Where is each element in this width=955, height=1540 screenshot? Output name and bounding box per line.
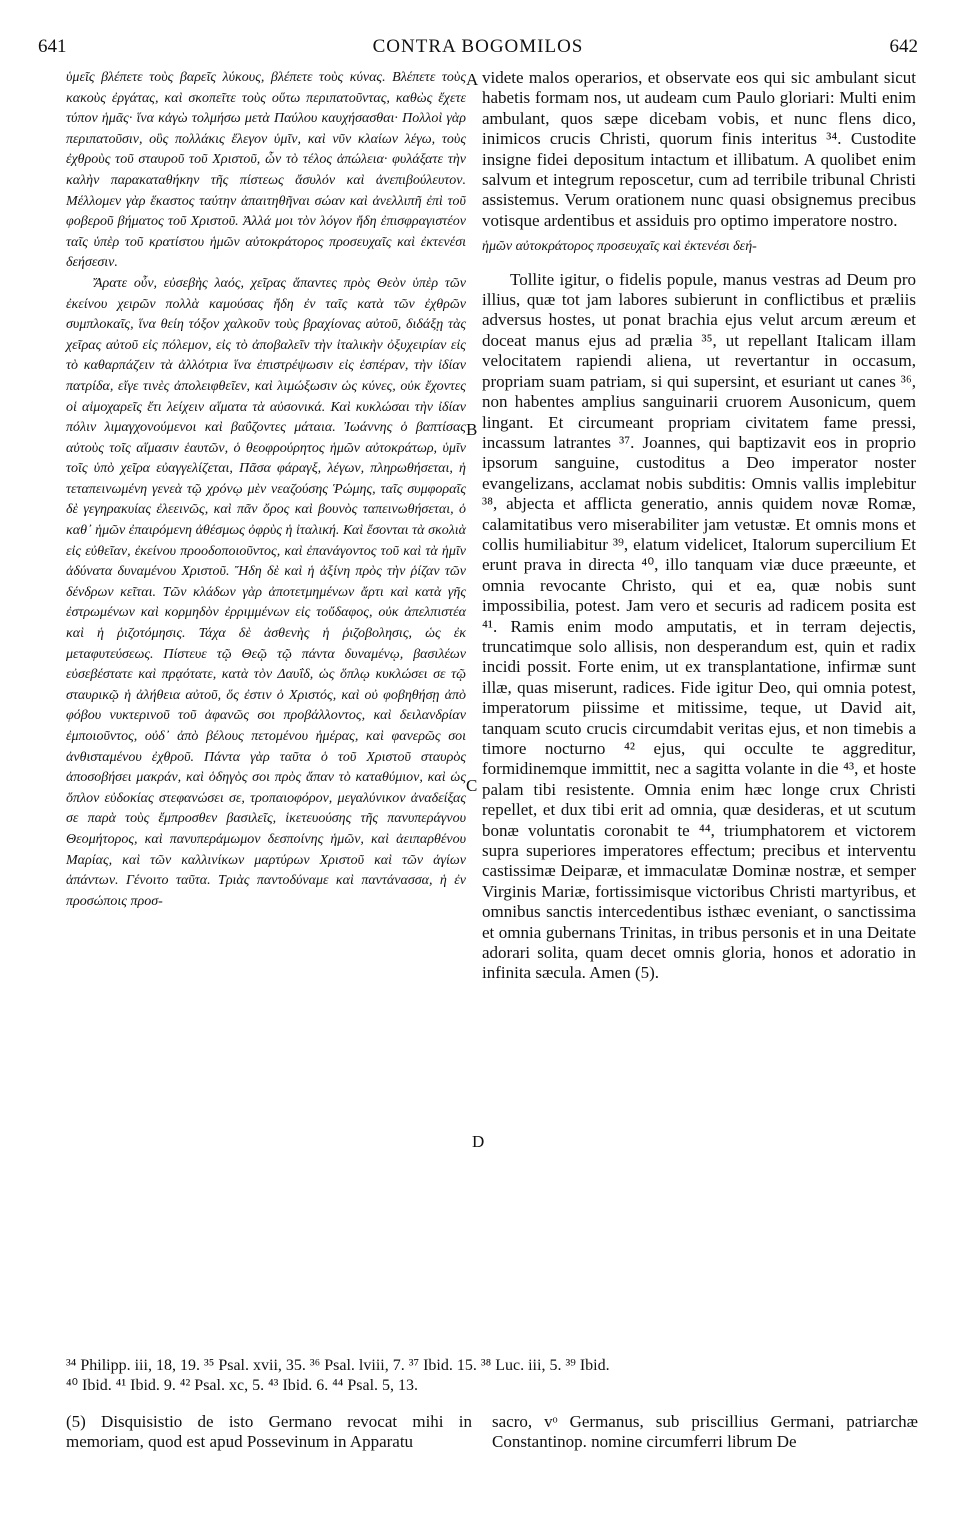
footnote-line-1: ³⁴ Philipp. iii, 18, 19. ³⁵ Psal. xvii, 35. ³⁶ Psal. lviii, 7. ³⁷ Ibid. 15. ³⁸ Luc. iii, 5. ³⁹ Ibid.: [66, 1357, 610, 1374]
editorial-note-right-text: sacro, vᵒ Germanus, sub priscillius Germani, patriarchæ Constantinop. nomine circumferri librum De: [492, 1412, 918, 1451]
editorial-note-left-text: (5) Disquisistio de isto Germano revocat mihi in memoriam, quod est apud Possevinum in Apparatu: [66, 1412, 472, 1451]
editorial-note-right: [492, 1412, 918, 1452]
page-number-right: 642: [889, 36, 918, 57]
greek-column: [66, 68, 466, 912]
greek-paragraph-1: ὑμεῖς βλέπετε τοὺς βαρεῖς λύκους, βλέπετε τοὺς κύνας. Βλέπετε τοὺς κακοὺς ἐργάτας, καὶ σκοπεῖτε τοὺς οὕτω περιπατοῦντας, καθὼς ἔχετε τύπον ἡμᾶς· ἵνα κἀγὼ τολμήσω μετὰ Παύλου καυχήσασθαι· Πολλοὶ γὰρ περιπατοῦσιν, οὓς πολλάκις ἔλεγον ὑμῖν, καὶ νῦν κλαίων λέγω, τοὺς ἐχθροὺς τοῦ σταυροῦ τοῦ Χριστοῦ, ὧν τὸ τέλος ἀπώλεια· φυλάξατε τὴν καλὴν παρακαταθήκην τῆς πίστεως ἄσυλόν καὶ ἀνεπιβούλευτον. Μέλλομεν γὰρ ἕκαστος ταύτην ἀπαιτηθῆναι σώαν καὶ ἀνελλιπῆ ἐπὶ τοῦ φοβεροῦ βήματος τοῦ Χριστοῦ. Ἀλλά μοι τὸν λόγον ἤδη ἐπισφραγιστέον ταῖς ὑπὲρ τοῦ κρατίστου ἡμῶν αὐτοκράτορος προσευχαῖς καὶ ἐκτενέσι δεήσεσιν.: [66, 70, 466, 271]
latin-column: [482, 68, 916, 984]
running-title: CONTRA BOGOMILOS: [372, 36, 584, 57]
running-header: [38, 36, 918, 64]
margin-letter-b: B: [466, 420, 478, 439]
footnotes: [66, 1356, 918, 1396]
latin-paragraph-2: Tollite igitur, o fidelis popule, manus vestras ad Deum pro illius, quæ tot jam labores subierunt in conflictibus et præliis adversus hostes, ut ponat brachia ejus velut arcum æreum et doceat manus ejus ad prælia ³⁵, ut repellant Italicam illam velocitatem rapiendi aliena, ut revertantur in occasum, propriam suam patriam, si qui supersint, et esuriant ut canes ³⁶, non habentes amplius sanguinarii cruorem Ausonicum, quem lingant. Et circumeant propriam civitatem fame pressi, incassum latrantes ³⁷. Joannes, qui baptizavit eos in proprio ipsorum sanguine, custoditus a Deo imperator noster evangelizans, acclamat nobis subditis: Omnis vallis implebitur ³⁸, abjecta et afflicta generatio, annis quidem novæ Romæ, calamitatibus vero miserabiliter jam vetustæ. Et omnis mons et collis humiliabitur ³⁹, elatum videlicet, Italorum supercilium Et erunt prava in directa ⁴⁰, illo tanquam viæ duce præeunte, et omnia revocante Christo, qui et ea, quæ nobis sunt impossibilia, potest. Jam vero et securis ad radicem posita est ⁴¹. Ramis enim modo amputatis, et in terram dejectis, truncatimque solo allisis, non desperandum est, quin et radix incidi possit. Forte enim, ut ex transplantatione, infirmæ sunt illæ, quas miserunt, radices. Fide igitur Deo, qui omnia potest, imperatorum piissime et mitissime, teque, ut David ait, tanquam scuto crucis circumdabit veritas ejus, et non timebis a timore nocturno ⁴² ejus, qui occulte te aggreditur, formidinemque immittit, nec a sagitta volante in die ⁴³, et hoste palam tibi resistente. Omnia enim hæc longe crux Christi repellet, et dux tibi erit ad omnia, quæ desideras, et ut scutum bonæ voluntatis coronabit te ⁴⁴, triumphatorem et victorem supra superiores imperatores effectum; precibus et interventu castissimæ Deiparæ, et immaculatæ Dominæ nostræ, et semper Virginis Mariæ, fortissimisque victoribus Christi martyribus, et omnibus sanctis intercedentibus isthæc eveniant, o sanctissima et omnia gubernans Trinitas, in tribus personis et in una Deitate adorari solita, quam decet omnis gloria, honos et adoratio in infinita sæcula. Amen (5).: [482, 269, 916, 983]
editorial-note-left: [66, 1412, 472, 1452]
latin-paragraph-1: videte malos operarios, et observate eos qui sic ambulant sicut habetis formam nos, ut audeam cum Paulo gloriari: Multi enim ambulant, quos sæpe dicebam vobis, et nunc flens dico, inimicos crucis Christi, quorum finis interitus ³⁴. Custodite insigne fidei depositum intactum et illibatum. A quolibet enim salvum et integrum reposcetur, cum ad terribile tribunal Christi assistemus. Verum orationem nunc quasi obsignemus precibus votisque ardentibus et assiduis pro optimo imperatore nostro.: [482, 68, 916, 230]
margin-letter-a: A: [466, 70, 479, 89]
footnote-line-2: ⁴⁰ Ibid. ⁴¹ Ibid. 9. ⁴² Psal. xc, 5. ⁴³ Ibid. 6. ⁴⁴ Psal. 5, 13.: [66, 1377, 419, 1394]
margin-letter-c: C: [466, 776, 478, 795]
margin-letter-d: D: [472, 1132, 485, 1151]
page-number-left: 641: [38, 36, 67, 57]
greek-paragraph-2: Ἄρατε οὖν, εὐσεβὴς λαός, χεῖρας ἅπαντες πρὸς Θεὸν ὑπὲρ τῶν ἐκείνου χειρῶν πολλὰ καμούσας ἤδη ἐν ταῖς κατὰ τῶν ἐχθρῶν συμπλοκαῖς, ἵνα θείη τόξον χαλκοῦν τοὺς βραχίονας αὐτοῦ, διδάξῃ τὰς χεῖρας αὐτοῦ εἰς πόλεμον, εἰς τὸ ἀποβαλεῖν τὴν ἰταλικὴν ὀξυχειρίαν εἰς τὸ καθαρπάζειν τὰ ἀλλότρια ἵνα ἐπιστρέψωσιν εἰς ἑσπέραν, τὴν ἰδίαν πατρίδα, εἴγε τινὲς ἀπολειφθεῖεν, καὶ λιμώξωσιν ὡς κύνες, οὐκ ἔχοντες οἱ αἱμοχαρεῖς ἔτι λείχειν αἵματα τὰ αὐσονικά. Καὶ κυκλώσαι τὴν ἰδίαν πόλιν λιμαγχονούμενοι καὶ βαΰζοντες μάταια. Ἰωάννης ὁ βαπτίσας αὐτοὺς τοῖς αἵμασιν ἑαυτῶν, ὁ θεοφρούρητος ἡμῶν αὐτοκράτωρ, ὑμῖν τοῖς ὑπὸ χεῖρα εὐαγγελίζεται, Πᾶσα φάραγξ, λέγων, πληρωθήσεται, ἡ τεταπεινωμένη γενεὰ τῷ χρόνῳ μὲν νεαζούσης Ῥώμης, ταῖς συμφοραῖς δὲ γεγηρακυίας ἐλεεινῶς, καὶ πᾶν ὄρος καὶ βουνὸς ταπεινωθήσεται, ὁ καθ᾽ ἡμῶν ἐπαιρόμενη ἀθέσμως ὀφρὺς ἡ ἰταλική. Καὶ ἔσονται τὰ σκολιὰ εἰς εὐθεῖαν, ἐκείνου προοδοποιοῦντος, καὶ ἐπανάγοντος τοῦ καὶ τὰ ἡμῖν ἀδύνατα δυναμένου Χριστοῦ. Ἤδη δὲ καὶ ἡ ἀξίνη πρὸς τὴν ῥίζαν τῶν δένδρων κεῖται. Τῶν κλάδων γὰρ ἀποτετμημένων ἄρτι καὶ κατὰ γῆς ἐστρωμένων καὶ κορμηδὸν ἐρριμμένων εἰς τοὔδαφος, οὐκ ἀπελπιστέα καὶ ἡ ῥιζοτόμησις. Τάχα δὲ ἀσθενὴς ἡ ῥιζοβολησις, ὡς ἐκ μεταφυτεύσεως. Πίστευε τῷ Θεῷ τῷ πάντα δυναμένῳ, βασιλέων εὐσεβέστατε καὶ πρᾳότατε, κατὰ τὸν Δαυΐδ, ὡς ὅπλῳ κυκλώσει σε τῷ σταυρικῷ ἡ ἀλήθεια αὐτοῦ, ὅς ἐστιν ὁ Χριστός, καὶ οὐ φοβηθήσῃ ἀπὸ φόβου νυκτερινοῦ τοῦ ἀφανῶς σοι προβάλλοντος, καὶ δειλανδρίαν ἐμποιοῦντος, οὐδ᾽ ἀπὸ βέλους πετομένου ἡμέρας, καὶ φανερῶς σοι ἀνθισταμένου ἐχθροῦ. Πάντα γὰρ ταῦτα ὁ τοῦ Χριστοῦ σταυρὸς ἀποσοβήσει μακράν, καὶ ὁδηγὸς σοι πρὸς ἅπαν τὸ καταθύμιον, καὶ ὡς ὅπλον εὐδοκίας στεφανώσει σε, τροπαιοφόρον, μεγαλύνικον ἀναδείξας σε παρὰ τοὺς ἔμπροσθεν βασιλεῖς, ἱκετευούσης τῆς πανυπεράγνου Θεομήτορος, καὶ πανυπεράμωμον δεσποίνης ἡμῶν, καὶ ἀειπαρθένου Μαρίας, καὶ τῶν καλλινίκων μαρτύρων Χριστοῦ καὶ τῶν ἁγίων ἁπάντων. Γένοιτο ταῦτα. Τριὰς παντοδύναμε καὶ παντάνασσα, ἡ ἐν προσώποις προσ-: [66, 275, 466, 909]
latin-column-greek-line: ἡμῶν αὐτοκράτορος προσευχαῖς καὶ ἐκτενέσι δεή-: [482, 239, 757, 255]
